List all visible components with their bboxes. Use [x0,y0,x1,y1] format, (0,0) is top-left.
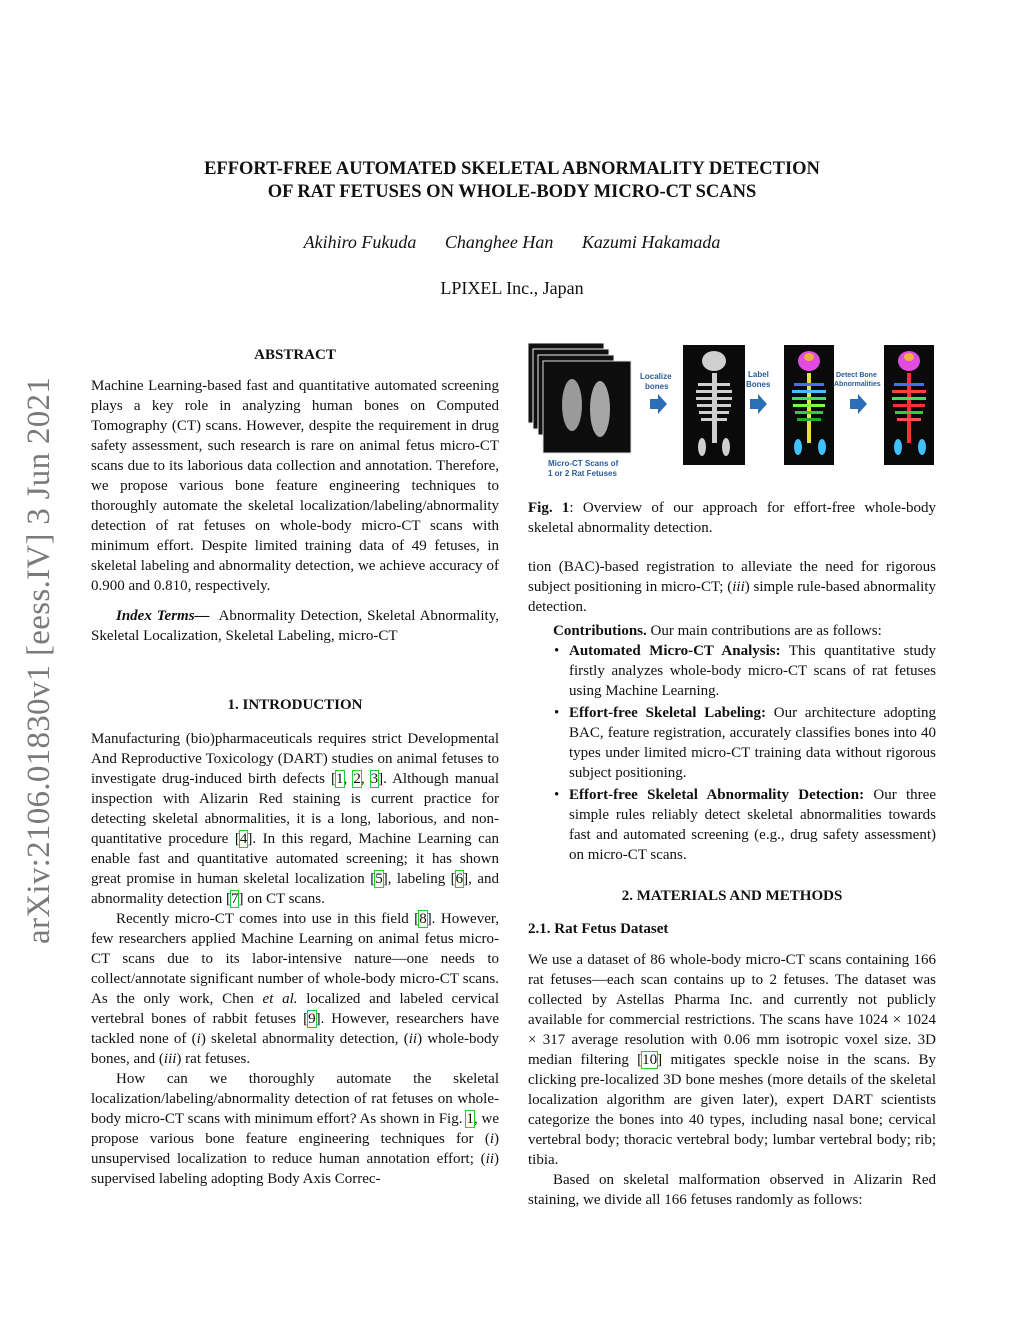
intro-continuation: tion (BAC)-based registration to alleviate the need for rigorous subject positioning in micro-CT; (iii) simple rule-based abnormality detection. [528,559,936,615]
intro-paragraph-2: Recently micro-CT comes into use in this field [8]. However, few researchers applied Machine Learning on animal fetus micro-CT scans due to its labor-intensive nature—one needs to collect/annotate significant number of whole-body micro-CT scans. As the only work, Chen et al. localized and labeled cervical vertebral bones of rabbit fetuses [9]. However, researchers have tackled none of (i) skeletal abnormality detection, (ii) whole-body bones, and (iii) rat fetuses. [91,911,500,1067]
methods-heading: 2. MATERIALS AND METHODS [621,888,843,904]
scans-label-line1: Micro-CT Scans of [548,459,619,468]
abstract-section [91,345,499,646]
methods-paragraph-2: Based on skeletal malformation observed in Alizarin Red staining, we divide all 166 fetuses randomly as follows: [528,1172,936,1208]
citation-link[interactable]: 10 [642,1052,658,1068]
scan-slice [543,361,631,453]
citation-link[interactable]: 9 [308,1011,316,1027]
author-name: Changhee Han [444,232,554,252]
right-column [528,557,936,867]
citation-link[interactable]: 6 [455,871,464,887]
intro-heading: 1. INTRODUCTION [227,697,363,713]
title-line-1: EFFORT-FREE AUTOMATED SKELETAL ABNORMALITY DETECTION [204,159,820,179]
fetus-silhouette [590,381,610,437]
list-item: • Effort-free Skeletal Labeling: Our architecture adopting BAC, feature registration, accurately classifies bones into 40 types under limited micro-CT training data without rigorous subject positioning. [554,705,936,781]
affiliation: LPIXEL Inc., Japan [440,278,584,298]
paper-title [120,158,904,204]
abstract-text: Machine Learning-based fast and quantitative automated screening plays a key role in analyzing human bones on Computed Tomography (CT) scans. However, despite the requirement in drug safety assessment, such research is rare on animal fetus micro-CT scans due to its laborious data collection and annotation. Therefore, we propose various bone feature engineering techniques to thoroughly automate the skeletal localization/labeling/abnormality detection of rat fetuses on whole-body micro-CT scans with minimum effort. Despite limited training data of 49 fetuses, in skeletal labeling and abnormality detection, we achieve accuracy of 0.900 and 0.810, respectively. [91,378,499,594]
citation-link[interactable]: 1 [336,771,344,787]
arrow-right-icon [750,394,767,414]
localize-label-line1: Localize [640,372,672,381]
subsection-heading: 2.1. Rat Fetus Dataset [528,921,669,937]
arrow-right-icon [850,394,867,414]
caption-label: Fig. 1 [528,500,570,516]
fetus-silhouette [562,379,582,431]
citation-link[interactable]: 4 [239,831,248,847]
citation-link[interactable]: 3 [370,771,379,787]
methods-section [528,886,936,1210]
author-name: Akihiro Fukuda [303,232,417,252]
index-terms-text: Abnormality Detection, Skeletal Abnormality, Skeletal Localization, Skeletal Labeling, micro-CT [91,608,500,644]
label-bones-line2: Bones [746,380,771,389]
pipeline-diagram [528,343,936,480]
citation-link[interactable]: 2 [353,771,361,787]
index-terms-label: Index Terms— [116,608,210,624]
figure-1 [528,343,936,480]
introduction-section [91,695,499,1189]
citation-link[interactable]: 7 [230,891,239,907]
list-item: • Effort-free Skeletal Abnormality Detection: Our three simple rules reliably detect skeletal abnormalities towards fast and automated screening (e.g., drug safety assessment) on micro-CT scans. [554,787,936,863]
figure-caption [528,498,936,538]
citation-link[interactable]: 8 [419,911,427,927]
author-list [120,232,904,253]
caption-text: : Overview of our approach for effort-free whole-body skeletal abnormality detection. [528,500,936,536]
figure-link[interactable]: 1 [466,1111,474,1127]
detect-label-line2: Abnormalities [834,381,881,388]
arrow-right-icon [650,394,667,414]
detect-label-line1: Detect Bone [836,372,877,379]
localize-label-line2: bones [645,382,669,391]
label-bones-line1: Label [748,370,769,379]
author-name: Kazumi Hakamada [581,232,721,252]
contributions-intro: Contributions. Our main contributions are as follows: [553,623,882,639]
arxiv-stamp: arXiv:2106.01830v1 [eess.IV] 3 Jun 2021 [21,376,57,944]
abstract-heading: ABSTRACT [254,347,336,363]
index-terms [91,606,499,646]
title-line-2: OF RAT FETUSES ON WHOLE-BODY MICRO-CT SCANS [267,182,757,202]
intro-paragraph-3: How can we thoroughly automate the skeletal localization/labeling/abnormality detection of rat fetuses on whole-body micro-CT scans with minimum effort? As shown in Fig. 1, we propose various bone feature engineering techniques for (i) unsupervised localization to reduce human annotation effort; (ii) supervised labeling adopting Body Axis Correc- [91,1071,500,1187]
methods-paragraph-1: We use a dataset of 86 whole-body micro-CT scans containing 166 rat fetuses—each scan contains up to 2 fetuses. The dataset was collected by Astellas Pharma Inc. and currently not publicly available for commercial restrictions. The scans have 1024 × 1024 × 317 average resolution with 0.06 mm isotropic voxel size. 3D median filtering [10] mitigates speckle noise in the scans. By clicking pre-localized 3D bone meshes (more details of the skeletal localization algorithm are given later), expert DART scientists categorize the bones into 40 types, including nasal bone; cervical vertebral body; thoracic vertebral body; lumbar vertebral body; rib; tibia. [528,952,936,1168]
list-item: • Automated Micro-CT Analysis: This quantitative study firstly analyzes whole-body micro-CT scans of rat fetuses using Machine Learning. [554,643,936,699]
scans-label-line2: 1 or 2 Rat Fetuses [548,469,617,478]
citation-link[interactable]: 5 [375,871,383,887]
contributions-list [528,641,936,865]
intro-paragraph-1: Manufacturing (bio)pharmaceuticals requires strict Developmental And Reproductive Toxicology (DART) studies on animal fetuses to investigate drug-induced birth defects [1, 2, 3]. Although manual inspection with Alizarin Red staining is current practice for detecting skeletal abnormalities, it is a long, laborious, and non-quantitative procedure [4]. In this regard, Machine Learning can enable fast and quantitative automated screening; it has shown great promise in human skeletal localization [5], labeling [6], and abnormality detection [7] on CT scans. [91,731,499,907]
